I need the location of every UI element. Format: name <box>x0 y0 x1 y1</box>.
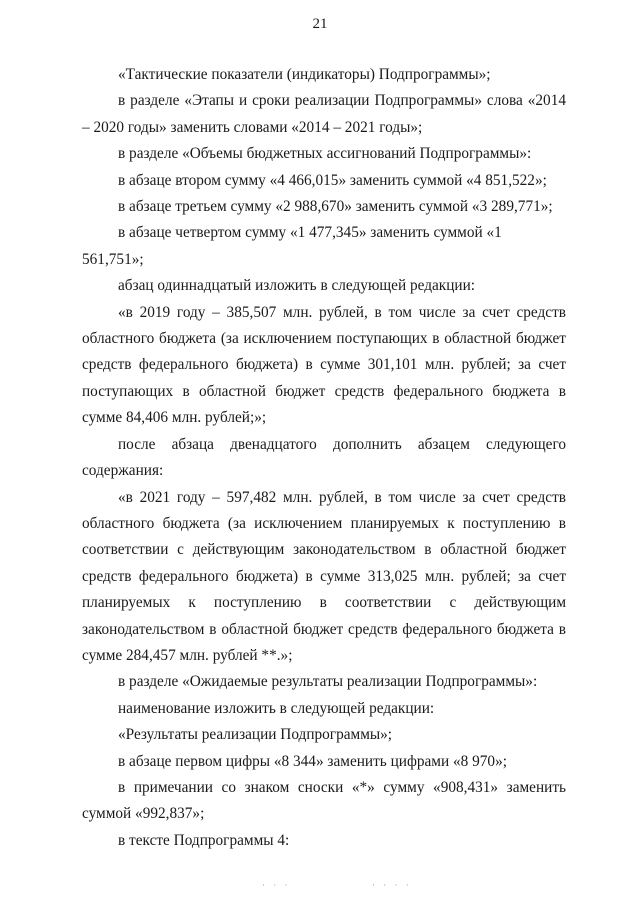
paragraph-after-twelfth: после абзаца двенадцатого дополнить абзацем следующего содержания: <box>82 435 566 480</box>
document-body <box>82 62 566 854</box>
scan-speckle: · · · <box>262 880 291 890</box>
paragraph-2019-amounts: «в 2019 году – 385,507 млн. рублей, в том числе за счет средств областного бюджета (за исключением поступающих в областной бюджет средств федерального бюджета) в сумме 301,101 млн. рублей; за счет поступающих в областной бюджет средств федерального бюджета в сумме 84,406 млн. рублей;»; <box>82 303 566 427</box>
paragraph-eleventh-abzac: абзац одиннадцатый изложить в следующей редакции: <box>118 277 476 295</box>
paragraph-tactical-indicators: «Тактические показатели (индикаторы) Подпрограммы»; <box>118 66 491 83</box>
paragraph-budget-section: в разделе «Объемы бюджетных ассигнований Подпрограммы»: <box>118 145 532 163</box>
paragraph-second-abzac: в абзаце втором сумму «4 466,015» заменить суммой «4 851,522»; <box>118 171 547 189</box>
paragraph-first-abzac-figures: в абзаце первом цифры «8 344» заменить цифрами «8 970»; <box>118 752 507 770</box>
paragraph-footnote-note: в примечании со знаком сноски «*» сумму «908,431» заменить суммой «992,837»; <box>82 778 566 823</box>
paragraph-expected-results-section: в разделе «Ожидаемые результаты реализации Подпрограммы»: <box>118 673 538 691</box>
page-number: 21 <box>312 16 328 32</box>
paragraph-stages-section: в разделе «Этапы и сроки реализации Подпрограммы» слова «2014 – 2020 годы» заменить словами «2014 – 2021 годы»; <box>82 92 566 136</box>
paragraph-rename: наименование изложить в следующей редакции: <box>118 699 435 717</box>
paragraph-subprogram-4: в тексте Подпрограммы 4: <box>118 831 290 849</box>
paragraph-results-title: «Результаты реализации Подпрограммы»; <box>118 726 393 744</box>
paragraph-third-abzac: в абзаце третьем сумму «2 988,670» заменить суммой «3 289,771»; <box>118 198 553 216</box>
paragraph-fourth-abzac: в абзаце четвертом сумму «1 477,345» заменить суммой «1 561,751»; <box>82 224 502 268</box>
paragraph-2021-amounts: «в 2021 году – 597,482 млн. рублей, в том числе за счет средств областного бюджета (за исключением планируемых к поступлению в соответствии с действующим законодательством в областной бюджет средств федерального бюджета) в сумме 313,025 млн. рублей; за счет планируемых к поступлению в соответствии с действующим законодательством в областной бюджет средств федерального бюджета в сумме 284,457 млн. рублей **.»; <box>82 488 566 664</box>
scan-speckle: · · · · <box>372 880 412 890</box>
